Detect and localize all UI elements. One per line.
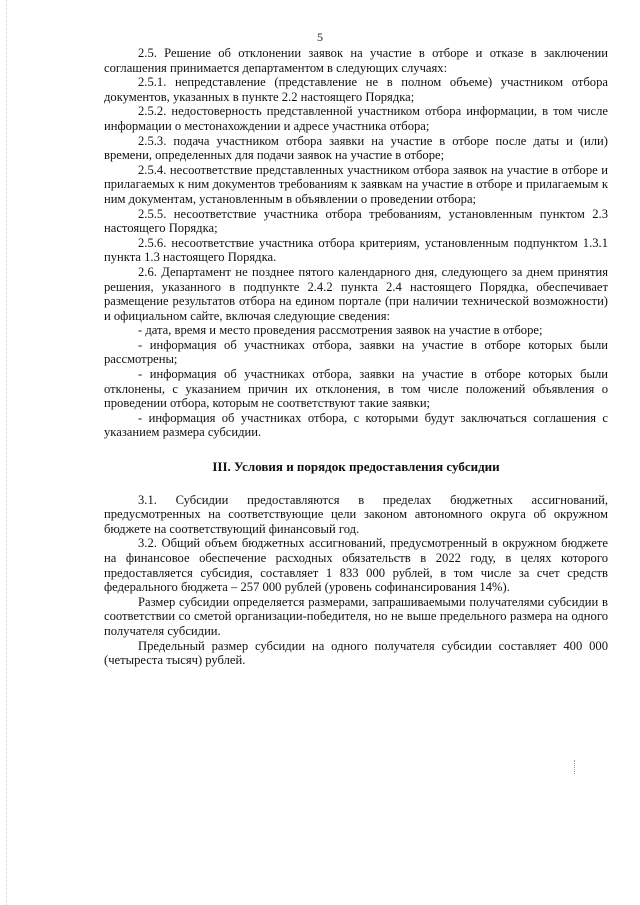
paragraph-2-6: 2.6. Департамент не позднее пятого календарного дня, следующего за днем принятия решения, указанного в подпункте 2.4.2 пункта 2.4 настоящего Порядка, обеспечивает размещение результатов отбора на едином портале (при наличии технической возможности) и официальном сайте, включая следующие сведения: <box>104 264 608 323</box>
section-3 <box>104 493 608 668</box>
paragraph-2-5: 2.5. Решение об отклонении заявок на участие в отборе и отказе в заключении соглашения принимается департаментом в следующих случаях: <box>104 46 608 75</box>
page-number: 5 <box>317 30 323 44</box>
section-2-5-2-6 <box>104 46 608 440</box>
list-item-reviewed-participants: - информация об участниках отбора, заявки на участие в отборе которых были рассмотрены; <box>104 337 608 367</box>
scan-margin-mark <box>6 0 8 905</box>
section-heading: III. Условия и порядок предоставления субсидии <box>212 459 500 475</box>
paragraph-2-5-2: 2.5.2. недостоверность представленной участником отбора информации, в том числе информации о местонахождении и адресе участника отбора; <box>104 104 608 133</box>
paragraph-max-subsidy: Предельный размер субсидии на одного получателя субсидии составляет 400 000 (четыреста тысяч) рублей. <box>104 638 608 668</box>
paragraph-3-2: 3.2. Общий объем бюджетных ассигнований, предусмотренный в окружном бюджете на финансовое обеспечение расходных обязательств в 2022 году, в целях которого предоставляется субсидия, составляет 1 833 000 рублей, в том числе за счет средств федерального бюджета – 257 000 рублей (уровень софинансирования 14%). <box>104 536 608 595</box>
scan-artifact <box>574 760 576 774</box>
list-item-agreement-participants: - информация об участниках отбора, с которыми будут заключаться соглашения с указанием размера субсидии. <box>104 410 608 440</box>
paragraph-2-5-4: 2.5.4. несоответствие представленных участником отбора заявок на участие в отборе и прилагаемых к ним документов требованиям к заявкам на участие в отборе и прилагаемым к ним документам, установленным в объявлении о проведении отбора; <box>104 162 608 206</box>
paragraph-2-5-1: 2.5.1. непредставление (представление не в полном объеме) участником отбора документов, указанных в пункте 2.2 настоящего Порядка; <box>104 75 608 104</box>
paragraph-subsidy-size: Размер субсидии определяется размерами, запрашиваемыми получателями субсидии в соответствии со сметой организации-победителя, но не выше предельного размера на одного получателя субсидии. <box>104 594 608 638</box>
paragraph-3-1: 3.1. Субсидии предоставляются в пределах бюджетных ассигнований, предусмотренных на соответствующие цели законом автономного округа об окружном бюджете на соответствующий финансовый год. <box>104 492 608 536</box>
paragraph-2-5-6: 2.5.6. несоответствие участника отбора критериям, установленным подпунктом 1.3.1 пункта 1.3 настоящего Порядка. <box>104 235 608 265</box>
document-body <box>104 46 608 668</box>
list-item-rejected-participants: - информация об участниках отбора, заявки на участие в отборе которых были отклонены, с указанием причин их отклонения, в том числе положений объявления о проведении отбора, которым не соответствуют такие заявки; <box>104 367 608 411</box>
paragraph-2-5-3: 2.5.3. подача участником отбора заявки на участие в отборе после даты и (или) времени, определенных для подачи заявок на участие в отборе; <box>104 133 608 163</box>
paragraph-2-5-5: 2.5.5. несоответствие участника отбора требованиям, установленным пунктом 2.3 настоящего Порядка; <box>104 206 608 236</box>
list-item-date-time-place: - дата, время и место проведения рассмотрения заявок на участие в отборе; <box>138 323 543 338</box>
